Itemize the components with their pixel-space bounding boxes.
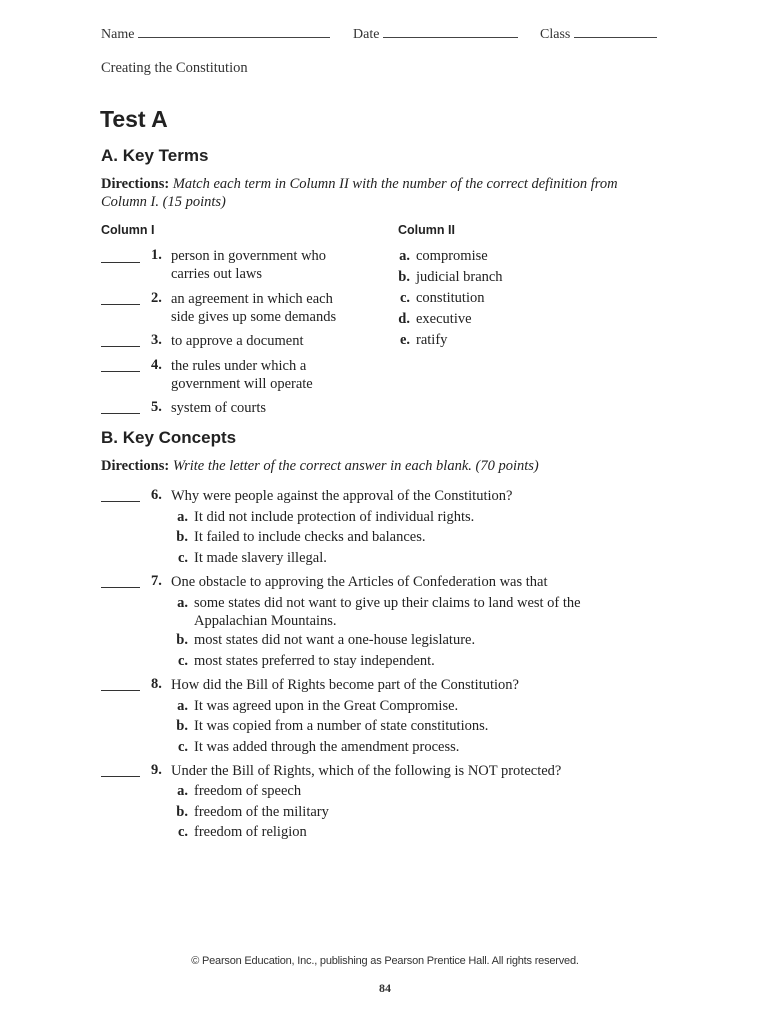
column2-text-a: compromise	[416, 248, 488, 264]
class-line[interactable]	[574, 25, 657, 38]
option-text: It was added through the amendment process.	[194, 739, 460, 755]
item-number-3: 3.	[151, 332, 162, 348]
option-letter: a.	[177, 698, 188, 714]
question-8-option-b	[171, 717, 488, 735]
question-6-option-c	[171, 549, 327, 567]
question-8-option-c	[171, 738, 459, 756]
name-label: Name	[101, 27, 135, 42]
column2-text-c: constitution	[416, 290, 485, 306]
date-label: Date	[353, 27, 380, 42]
option-letter: c.	[177, 550, 188, 566]
question-8-option-a	[171, 697, 458, 715]
item-number-1: 1.	[151, 247, 162, 263]
column1-item-5-line1: system of courts	[171, 400, 267, 416]
option-text: It was copied from a number of state constitutions.	[194, 718, 489, 734]
answer-blank-7[interactable]	[101, 587, 140, 588]
column1-item-1-line2: carries out laws	[171, 266, 262, 282]
copyright-notice: © Pearson Education, Inc., publishing as Pearson Prentice Hall. All rights reserved.	[191, 955, 579, 967]
column1-item-2	[171, 290, 336, 326]
question-7-stem: One obstacle to approving the Articles of Confederation was that	[171, 574, 548, 590]
option-text: freedom of the military	[194, 804, 329, 820]
answer-blank-9[interactable]	[101, 776, 140, 777]
directions-text-line1: Match each term in Column II with the number of the correct definition from	[172, 176, 618, 192]
option-text: most states did not want a one-house legislature.	[194, 632, 476, 648]
question-9-option-b	[171, 803, 329, 821]
column2-letter-b: b.	[398, 269, 410, 285]
question-number-9: 9.	[151, 762, 162, 778]
question-9-stem: Under the Bill of Rights, which of the following is NOT protected?	[171, 763, 562, 779]
column1-item-3	[171, 332, 303, 350]
column2-text-b: judicial branch	[416, 269, 503, 285]
option-text: It did not include protection of individual rights.	[194, 509, 475, 525]
class-label: Class	[540, 27, 571, 42]
question-number-6: 6.	[151, 487, 162, 503]
directions-text-b: Write the letter of the correct answer in each blank. (70 points)	[172, 458, 539, 474]
option-letter: a.	[177, 509, 188, 525]
option-text-continued: Appalachian Mountains.	[194, 613, 337, 629]
column2-letter-d: d.	[398, 311, 410, 327]
column2-item-c	[396, 289, 484, 307]
column2-header: Column II	[398, 223, 455, 237]
directions-label-b: Directions:	[101, 458, 170, 474]
question-6-option-a	[171, 508, 474, 526]
column2-item-e	[396, 331, 447, 349]
column2-item-d	[396, 310, 472, 328]
column1-item-1-line1: person in government who	[171, 248, 327, 264]
question-9-option-a	[171, 782, 301, 800]
option-letter: c.	[177, 739, 188, 755]
column1-item-2-line1: an agreement in which each	[171, 291, 333, 307]
column1-header: Column I	[101, 223, 155, 237]
test-title: Test A	[100, 106, 168, 132]
column1-item-1	[171, 247, 326, 283]
directions-label: Directions:	[101, 176, 170, 192]
option-letter: b.	[176, 804, 188, 820]
option-text: It failed to include checks and balances.	[194, 529, 426, 545]
option-text: freedom of speech	[194, 783, 302, 799]
option-text: some states did not want to give up their claims to land west of the	[194, 595, 581, 611]
directions-text-line2: Column I. (15 points)	[101, 194, 226, 210]
section-a-directions	[101, 175, 661, 211]
column2-text-e: ratify	[416, 332, 448, 348]
option-letter: c.	[177, 653, 188, 669]
question-7-option-a	[171, 594, 581, 630]
question-number-8: 8.	[151, 676, 162, 692]
option-letter: a.	[177, 595, 188, 611]
option-text: It was agreed upon in the Great Compromise.	[194, 698, 459, 714]
answer-blank-5[interactable]	[101, 413, 140, 414]
answer-blank-2[interactable]	[101, 304, 140, 305]
option-letter: b.	[176, 529, 188, 545]
answer-blank-8[interactable]	[101, 690, 140, 691]
name-field	[101, 25, 330, 43]
option-text: freedom of religion	[194, 824, 307, 840]
option-letter: a.	[177, 783, 188, 799]
option-letter: b.	[176, 632, 188, 648]
section-b-title: B. Key Concepts	[101, 428, 237, 447]
column2-letter-e: e.	[399, 332, 410, 348]
column1-item-4	[171, 357, 313, 393]
column2-text-d: executive	[416, 311, 472, 327]
answer-blank-4[interactable]	[101, 371, 140, 372]
column1-item-5	[171, 399, 266, 417]
answer-blank-6[interactable]	[101, 501, 140, 502]
question-6-stem: Why were people against the approval of the Constitution?	[171, 488, 513, 504]
answer-blank-1[interactable]	[101, 262, 140, 263]
question-7-option-c	[171, 652, 435, 670]
page-number: 84	[379, 981, 391, 995]
column1-item-3-line1: to approve a document	[171, 333, 304, 349]
option-text: most states preferred to stay independent.	[194, 653, 435, 669]
section-b-directions	[101, 457, 539, 475]
date-line[interactable]	[383, 25, 518, 38]
column1-item-2-line2: side gives up some demands	[171, 309, 337, 325]
class-field	[540, 25, 657, 43]
name-line[interactable]	[138, 25, 330, 38]
option-letter: c.	[177, 824, 188, 840]
column1-item-4-line1: the rules under which a	[171, 358, 307, 374]
option-letter: b.	[176, 718, 188, 734]
column2-letter-a: a.	[399, 248, 410, 264]
column2-letter-c: c.	[399, 290, 410, 306]
date-field	[353, 25, 518, 43]
question-8-stem: How did the Bill of Rights become part of the Constitution?	[171, 677, 519, 693]
answer-blank-3[interactable]	[101, 346, 140, 347]
item-number-2: 2.	[151, 290, 162, 306]
question-number-7: 7.	[151, 573, 162, 589]
item-number-5: 5.	[151, 399, 162, 415]
column1-item-4-line2: government will operate	[171, 376, 313, 392]
section-a-title: A. Key Terms	[101, 146, 209, 165]
chapter-subtitle: Creating the Constitution	[101, 60, 248, 76]
question-7-option-b	[171, 631, 475, 649]
column2-item-b	[396, 268, 503, 286]
column2-item-a	[396, 247, 488, 265]
item-number-4: 4.	[151, 357, 162, 373]
question-6-option-b	[171, 528, 426, 546]
option-text: It made slavery illegal.	[194, 550, 327, 566]
question-9-option-c	[171, 823, 307, 841]
